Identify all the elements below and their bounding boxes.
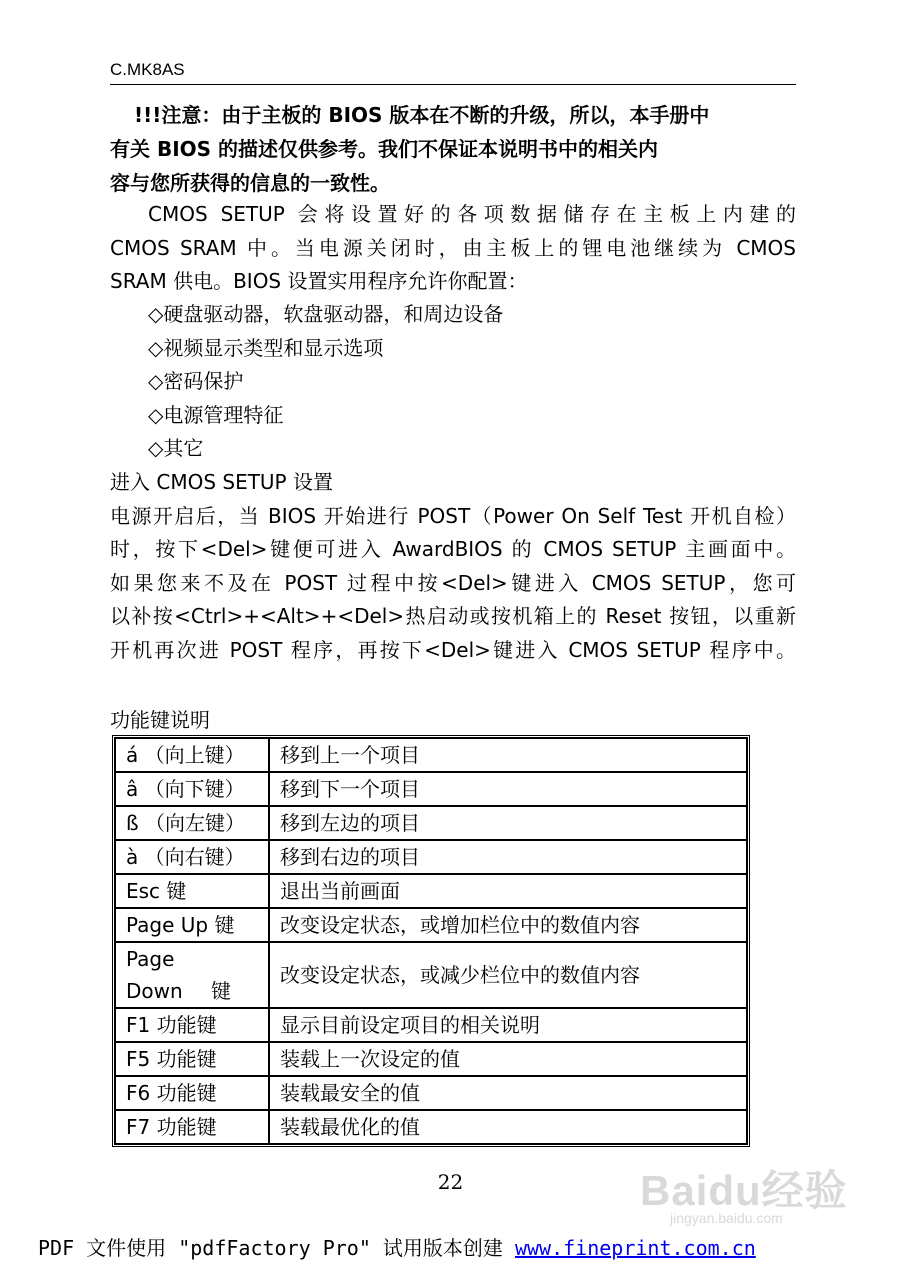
description-cell: 改变设定状态，或增加栏位中的数值内容 bbox=[269, 908, 747, 942]
table-row bbox=[115, 908, 747, 942]
table-row bbox=[115, 1110, 747, 1144]
table-row bbox=[115, 772, 747, 806]
key-cell: F7 功能键 bbox=[115, 1110, 269, 1144]
footer-text: PDF 文件使用 "pdfFactory Pro" 试用版本创建 bbox=[38, 1236, 515, 1260]
table-row bbox=[115, 874, 747, 908]
table-row bbox=[115, 1076, 747, 1110]
list-item: ◇视频显示类型和显示选项 bbox=[148, 335, 384, 360]
description-cell: 移到下一个项目 bbox=[269, 772, 747, 806]
table-row bbox=[115, 840, 747, 874]
list-item: ◇其它 bbox=[148, 436, 204, 460]
enter-setup-line: 时，按下<Del>键便可进入 AwardBIOS 的 CMOS SETUP 主画面中。 bbox=[110, 537, 796, 561]
table-row bbox=[115, 942, 747, 1008]
table-row bbox=[115, 806, 747, 840]
intro-paragraph bbox=[110, 198, 796, 299]
enter-setup-line: 如果您来不及在 POST 过程中按<Del>键进入 CMOS SETUP，您可 bbox=[110, 570, 796, 595]
description-cell: 显示目前设定项目的相关说明 bbox=[269, 1008, 747, 1042]
key-cell: ß （向左键） bbox=[115, 806, 269, 840]
notice-paragraph bbox=[110, 98, 796, 200]
page-number: 22 bbox=[437, 1170, 464, 1194]
table-row bbox=[115, 738, 747, 772]
key-cell: â （向下键） bbox=[115, 772, 269, 806]
table-row bbox=[115, 1042, 747, 1076]
table-row bbox=[115, 1008, 747, 1042]
feature-list bbox=[148, 298, 503, 466]
list-item: ◇密码保护 bbox=[148, 369, 244, 393]
description-cell: 装载最优化的值 bbox=[269, 1110, 747, 1144]
pdf-footer bbox=[38, 1232, 756, 1261]
list-item: ◇硬盘驱动器，软盘驱动器，和周边设备 bbox=[148, 302, 504, 326]
list-item: ◇电源管理特征 bbox=[148, 402, 284, 427]
table-title: 功能键说明 bbox=[110, 708, 210, 732]
enter-setup-paragraph bbox=[110, 466, 796, 667]
notice-line: 容与您所获得的信息的一致性。 bbox=[110, 171, 390, 195]
description-cell: 改变设定状态，或减少栏位中的数值内容 bbox=[269, 942, 747, 1008]
intro-line: CMOS SRAM 中。当电源关闭时，由主板上的锂电池继续为 CMOS bbox=[110, 235, 796, 260]
intro-line: SRAM 供电。BIOS 设置实用程序允许你配置： bbox=[110, 269, 528, 293]
key-cell: à （向右键） bbox=[115, 840, 269, 874]
enter-setup-line: 以补按<Ctrl>+<Alt>+<Del>热启动或按机箱上的 Reset 按钮，以重新 bbox=[110, 604, 796, 628]
key-cell: F1 功能键 bbox=[115, 1008, 269, 1042]
description-cell: 装载最安全的值 bbox=[269, 1076, 747, 1110]
enter-setup-heading: 进入 CMOS SETUP 设置 bbox=[110, 470, 333, 494]
fineprint-link[interactable]: www.fineprint.com.cn bbox=[514, 1236, 756, 1260]
enter-setup-line: 开机再次进 POST 程序，再按下<Del>键进入 CMOS SETUP 程序中。 bbox=[110, 637, 796, 662]
description-cell: 退出当前画面 bbox=[269, 874, 747, 908]
key-cell: F5 功能键 bbox=[115, 1042, 269, 1076]
watermark-logo-text: Baidu经验 bbox=[640, 1167, 848, 1214]
notice-line: !!!注意：由于主板的 BIOS 版本在不断的升级，所以，本手册中 bbox=[134, 103, 710, 127]
notice-line: 有关 BIOS 的描述仅供参考。我们不保证本说明书中的相关内 bbox=[110, 137, 659, 161]
key-cell: Esc 键 bbox=[115, 874, 269, 908]
function-key-table bbox=[112, 735, 750, 1147]
key-cell: Page Up 键 bbox=[115, 908, 269, 942]
intro-line: CMOS SETUP 会将设置好的各项数据储存在主板上内建的 bbox=[148, 202, 796, 226]
description-cell: 装载上一次设定的值 bbox=[269, 1042, 747, 1076]
key-cell: á （向上键） bbox=[115, 738, 269, 772]
description-cell: 移到左边的项目 bbox=[269, 806, 747, 840]
watermark-url: jingyan.baidu.com bbox=[670, 1210, 783, 1226]
description-cell: 移到右边的项目 bbox=[269, 840, 747, 874]
key-cell: Page Down 键 bbox=[115, 942, 269, 1008]
key-cell: F6 功能键 bbox=[115, 1076, 269, 1110]
enter-setup-line: 电源开启后，当 BIOS 开始进行 POST（Power On Self Test 开机自检） bbox=[110, 503, 796, 528]
running-header: C.MK8AS bbox=[110, 60, 796, 85]
description-cell: 移到上一个项目 bbox=[269, 738, 747, 772]
